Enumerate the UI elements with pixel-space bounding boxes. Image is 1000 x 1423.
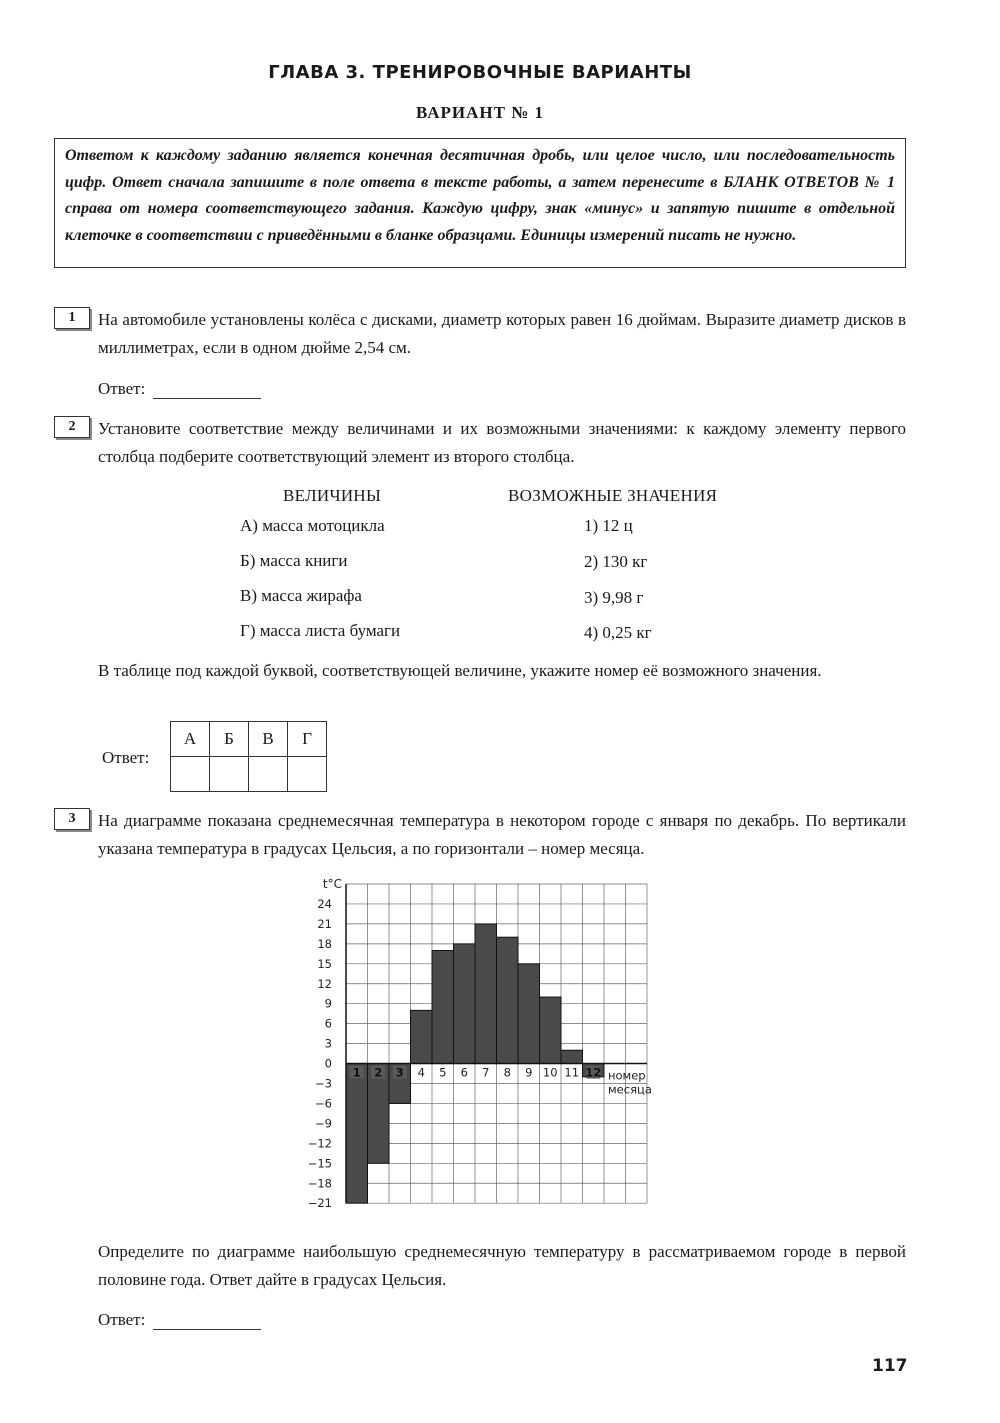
task2-answer-table bbox=[170, 721, 327, 792]
quantity-item: Г) масса листа бумаги bbox=[240, 621, 401, 640]
y-tick-label: 21 bbox=[317, 916, 332, 931]
bar bbox=[518, 964, 540, 1064]
value-item: 2) 130 кг bbox=[584, 552, 648, 571]
y-tick-label: 24 bbox=[317, 896, 332, 911]
quantity-item: А) масса мотоцикла bbox=[240, 516, 385, 535]
y-tick-label: 3 bbox=[324, 1036, 332, 1051]
x-tick-label: 9 bbox=[525, 1065, 533, 1080]
variant-title: ВАРИАНТ № 1 bbox=[415, 103, 545, 122]
y-tick-label: 15 bbox=[317, 956, 332, 971]
answer-table-header: В bbox=[249, 722, 288, 757]
temperature-chart bbox=[290, 870, 670, 1225]
task3-number: 3 bbox=[54, 808, 90, 830]
x-tick-label: 10 bbox=[542, 1065, 558, 1080]
bar bbox=[561, 1050, 583, 1063]
task1-text: На автомобиле установлены колёса с дисками, диаметр которых равен 16 дюймам. Выразите диаметр дисков в миллиметрах, если в одном дюйме 2,54 см. bbox=[98, 310, 906, 357]
y-tick-label: −18 bbox=[307, 1176, 332, 1191]
values-header: ВОЗМОЖНЫЕ ЗНАЧЕНИЯ bbox=[508, 486, 718, 505]
task3-answer-label: Ответ: bbox=[98, 1310, 146, 1329]
task2-answer-label: Ответ: bbox=[102, 748, 150, 767]
x-axis-label: номер bbox=[608, 1068, 646, 1083]
quantities-header: ВЕЛИЧИНЫ bbox=[283, 486, 382, 505]
y-tick-label: 18 bbox=[317, 936, 332, 951]
x-tick-label: 8 bbox=[503, 1065, 511, 1080]
chapter-title: ГЛАВА 3. ТРЕНИРОВОЧНЫЕ ВАРИАНТЫ bbox=[268, 62, 692, 83]
y-tick-label: −6 bbox=[315, 1096, 332, 1111]
answer-table-cell[interactable] bbox=[210, 757, 249, 792]
bar bbox=[497, 937, 519, 1063]
answer-table-cell[interactable] bbox=[249, 757, 288, 792]
bar bbox=[411, 1010, 433, 1063]
task3-answer-field[interactable] bbox=[153, 1311, 261, 1330]
y-axis-label: t°C bbox=[322, 877, 342, 891]
instructions-box: Ответом к каждому заданию является конечная десятичная дробь, или целое число, или последовательность цифр. Ответ сначала запишите в поле ответа в тексте работы, а затем перенесите в БЛАНК ОТВЕТОВ № 1 справа от номера соответствующего задания. Каждую цифру, знак «минус» и запятую пишите в отдельной клеточке в соответствии с приведёнными в бланке образцами. Единицы измерений писать не нужно. bbox=[54, 138, 906, 268]
y-tick-label: −9 bbox=[315, 1116, 332, 1131]
value-item: 1) 12 ц bbox=[584, 516, 633, 535]
x-tick-label: 6 bbox=[460, 1065, 468, 1080]
bar bbox=[475, 924, 497, 1064]
task3-text: На диаграмме показана среднемесячная температура в некотором городе с января по декабрь. По вертикали указана температура в градусах Цельсия, а по горизонтали – номер месяца. bbox=[98, 811, 906, 858]
x-axis-label: месяца bbox=[608, 1082, 652, 1097]
value-item: 4) 0,25 кг bbox=[584, 623, 652, 642]
answer-table-header: Б bbox=[210, 722, 249, 757]
task3-answer bbox=[98, 1310, 261, 1330]
y-tick-label: 12 bbox=[317, 976, 332, 991]
answer-table-cell[interactable] bbox=[288, 757, 327, 792]
task1-answer-field[interactable] bbox=[153, 380, 261, 399]
y-tick-label: −12 bbox=[307, 1136, 332, 1151]
bar bbox=[346, 1064, 368, 1204]
task1-answer bbox=[98, 379, 261, 399]
bar bbox=[540, 997, 562, 1064]
y-tick-label: −3 bbox=[315, 1076, 332, 1091]
task2-instruction: В таблице под каждой буквой, соответствующей величине, укажите номер её возможного значения. bbox=[98, 661, 822, 680]
x-tick-label: 3 bbox=[395, 1065, 404, 1080]
y-tick-label: 0 bbox=[324, 1056, 332, 1071]
page-number: 117 bbox=[872, 1356, 908, 1376]
task2-number: 2 bbox=[54, 416, 90, 438]
y-tick-label: −15 bbox=[307, 1156, 332, 1171]
x-tick-label: 11 bbox=[564, 1065, 580, 1080]
task1-answer-label: Ответ: bbox=[98, 379, 146, 398]
answer-table-header: Г bbox=[288, 722, 327, 757]
x-tick-label: 12 bbox=[585, 1065, 602, 1080]
y-tick-label: −21 bbox=[307, 1196, 332, 1211]
x-tick-label: 2 bbox=[374, 1065, 383, 1080]
bar bbox=[454, 944, 476, 1064]
answer-table-header: А bbox=[171, 722, 210, 757]
y-tick-label: 6 bbox=[324, 1016, 332, 1031]
task2-text: Установите соответствие между величинами и их возможными значениями: к каждому элементу первого столбца подберите соответствующий элемент из второго столбца. bbox=[98, 419, 906, 466]
task1-number: 1 bbox=[54, 307, 90, 329]
y-tick-label: 9 bbox=[324, 996, 332, 1011]
answer-table-cell[interactable] bbox=[171, 757, 210, 792]
quantity-item: В) масса жирафа bbox=[240, 586, 362, 605]
task3-question: Определите по диаграмме наибольшую среднемесячную температуру в рассматриваемом городе в первой половине года. Ответ дайте в градусах Цельсия. bbox=[98, 1242, 906, 1289]
x-tick-label: 4 bbox=[417, 1065, 425, 1080]
bar bbox=[432, 951, 454, 1064]
x-tick-label: 1 bbox=[352, 1065, 361, 1080]
x-tick-label: 7 bbox=[482, 1065, 490, 1080]
quantity-item: Б) масса книги bbox=[240, 551, 348, 570]
x-tick-label: 5 bbox=[439, 1065, 447, 1080]
value-item: 3) 9,98 г bbox=[584, 588, 644, 607]
